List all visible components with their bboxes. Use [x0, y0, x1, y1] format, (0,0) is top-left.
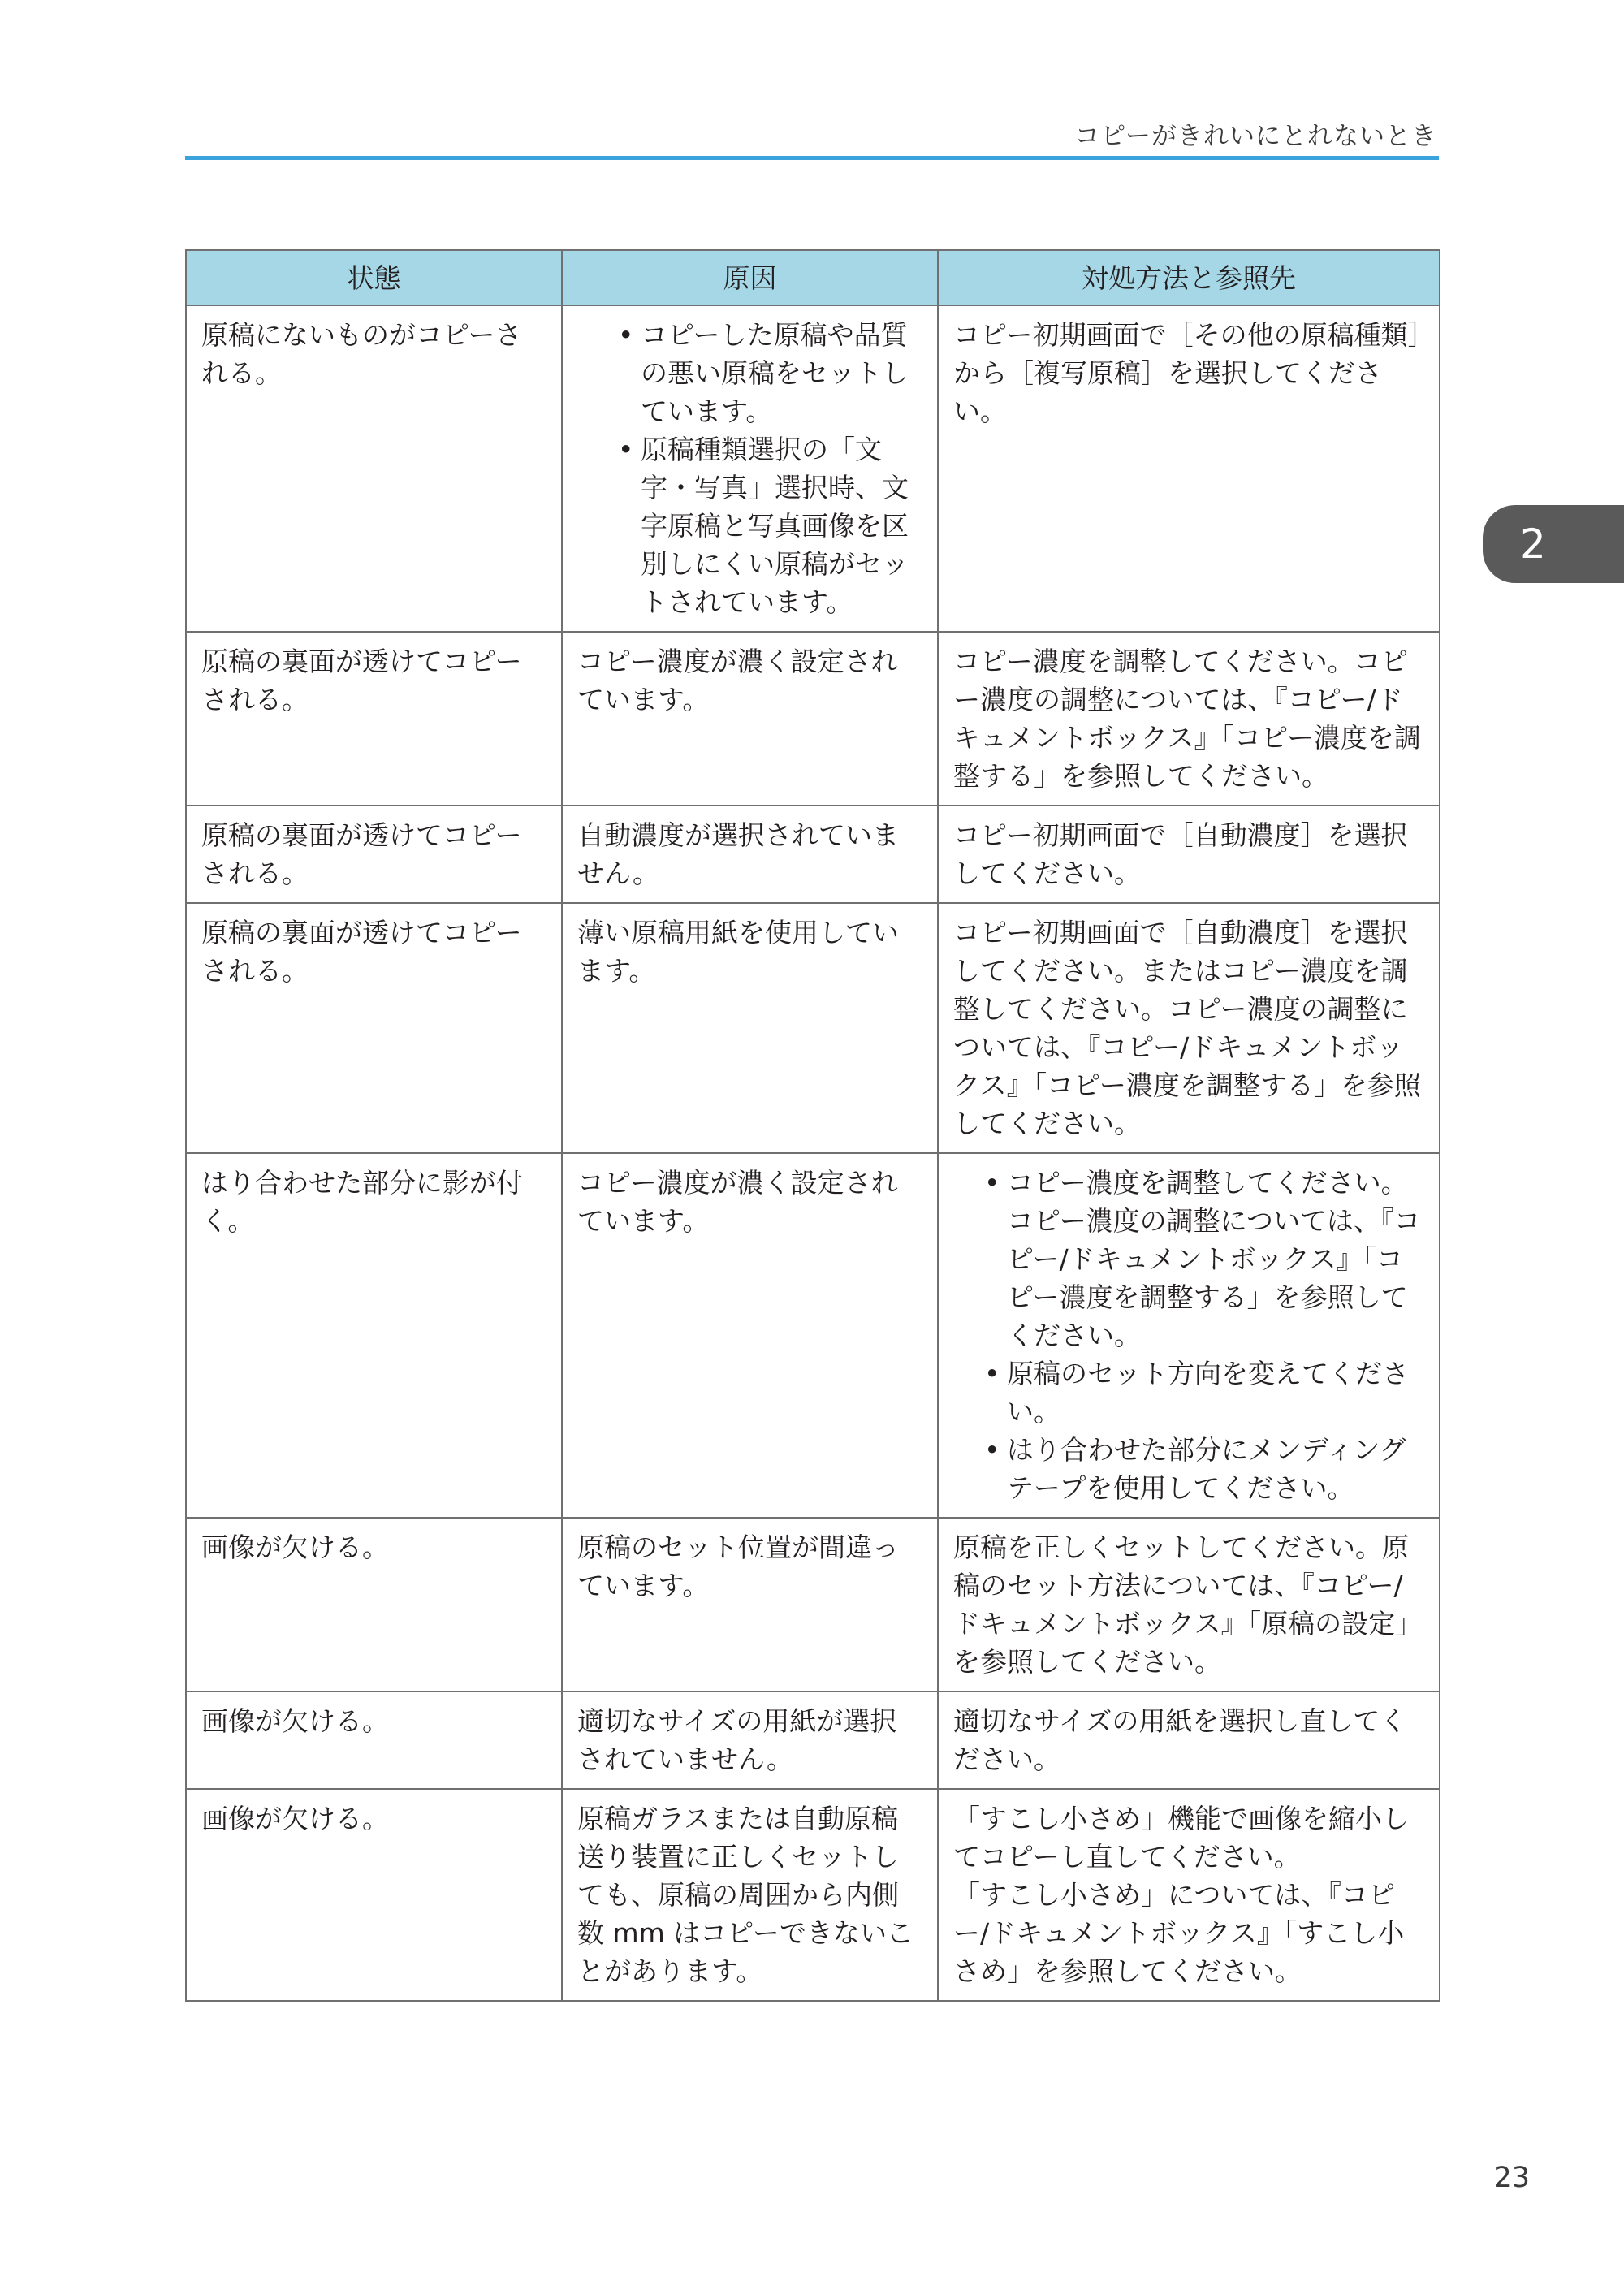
cause-cell: 原稿のセット位置が間違っています。: [562, 1518, 938, 1691]
cause-cell: [562, 305, 938, 632]
header-rule: [185, 156, 1439, 160]
remedy-cell: コピー濃度を調整してください。コピー濃度の調整については、『コピー/ドキュメントボックス』「コピー濃度を調整する」を参照してください。: [938, 632, 1440, 806]
remedy-cell: コピー初期画面で［自動濃度］を選択してください。: [938, 806, 1440, 903]
remedy-cell: コピー初期画面で［自動濃度］を選択してください。またはコピー濃度を調整してください。コピー濃度の調整については、『コピー/ドキュメントボックス』「コピー濃度を調整する」を参照してください。: [938, 903, 1440, 1153]
remedy-cell: 適切なサイズの用紙を選択し直してください。: [938, 1691, 1440, 1789]
column-header-cause: 原因: [562, 250, 938, 305]
table-row: [186, 903, 1440, 1153]
remedy-cell: [938, 1153, 1440, 1518]
cause-item: • 原稿種類選択の「文字・写真」選択時、文字原稿と写真画像を区別しにくい原稿がセットされています。: [613, 430, 922, 621]
column-header-remedy: 対処方法と参照先: [938, 250, 1440, 305]
remedy-cell: [938, 1789, 1440, 2001]
remedy-cell: 原稿を正しくセットしてください。原稿のセット方法については、『コピー/ドキュメントボックス』「原稿の設定」を参照してください。: [938, 1518, 1440, 1691]
state-cell: 画像が欠ける。: [186, 1518, 562, 1691]
table-row: [186, 305, 1440, 632]
table-row: [186, 632, 1440, 806]
cause-cell: 原稿ガラスまたは自動原稿送り装置に正しくセットしても、原稿の周囲から内側数 mm はコピーできないことがあります。: [562, 1789, 938, 2001]
state-cell: 原稿の裏面が透けてコピーされる。: [186, 806, 562, 903]
chapter-tab: 2: [1483, 505, 1624, 583]
remedy-item: • 原稿のセット方向を変えてください。: [979, 1354, 1424, 1431]
cause-cell: 薄い原稿用紙を使用しています。: [562, 903, 938, 1153]
cause-cell: 適切なサイズの用紙が選択されていません。: [562, 1691, 938, 1789]
cause-cell: コピー濃度が濃く設定されています。: [562, 632, 938, 806]
remedy-item: • コピー濃度を調整してください。コピー濃度の調整については、『コピー/ドキュメントボックス』「コピー濃度を調整する」を参照してください。: [979, 1164, 1424, 1354]
troubleshooting-table: [185, 249, 1440, 2002]
table-row: [186, 1691, 1440, 1789]
table-header-row: [186, 250, 1440, 305]
state-cell: 原稿の裏面が透けてコピーされる。: [186, 632, 562, 806]
state-cell: はり合わせた部分に影が付く。: [186, 1153, 562, 1518]
column-header-state: 状態: [186, 250, 562, 305]
remedy-line: 「すこし小さめ」機能で画像を縮小してコピーし直してください。: [953, 1803, 1409, 1873]
cause-cell: コピー濃度が濃く設定されています。: [562, 1153, 938, 1518]
page-number: 23: [1493, 2162, 1530, 2194]
running-head-title: コピーがきれいにとれないとき: [1074, 122, 1437, 151]
cause-list: [613, 316, 922, 621]
table-row: [186, 1789, 1440, 2001]
remedy-list: [979, 1164, 1424, 1507]
table-row: [186, 806, 1440, 903]
cause-cell: 自動濃度が選択されていません。: [562, 806, 938, 903]
cause-item: • コピーした原稿や品質の悪い原稿をセットしています。: [613, 316, 922, 430]
table-row: [186, 1518, 1440, 1691]
state-cell: 原稿の裏面が透けてコピーされる。: [186, 903, 562, 1153]
remedy-line: 「すこし小さめ」については、『コピー/ドキュメントボックス』「すこし小さめ」を参照してください。: [953, 1879, 1405, 1987]
remedy-cell: コピー初期画面で［その他の原稿種類］から［複写原稿］を選択してください。: [938, 305, 1440, 632]
state-cell: 画像が欠ける。: [186, 1789, 562, 2001]
remedy-item: • はり合わせた部分にメンディングテープを使用してください。: [979, 1431, 1424, 1507]
state-cell: 原稿にないものがコピーされる。: [186, 305, 562, 632]
table-row: [186, 1153, 1440, 1518]
state-cell: 画像が欠ける。: [186, 1691, 562, 1789]
